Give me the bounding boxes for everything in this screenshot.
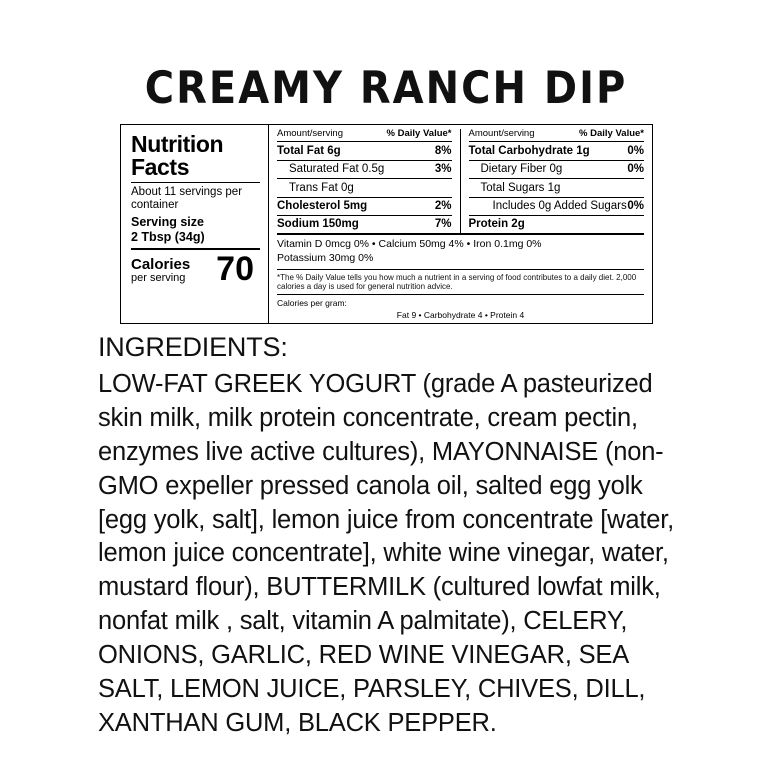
micronutrients-line-1: Vitamin D 0mcg 0% • Calcium 50mg 4% • Iron 0.1mg 0% <box>277 238 542 251</box>
calories-value: 70 <box>216 249 254 288</box>
calories-sublabel: per serving <box>131 272 186 285</box>
nutrient-columns <box>277 129 644 233</box>
calories-per-gram-items: Fat 9 • Carbohydrate 4 • Protein 4 <box>396 309 525 320</box>
micronutrients-block <box>277 233 644 268</box>
nutrient-name: Total Sugars 1g <box>480 181 561 194</box>
serving-size-value: 2 Tbsp (34g) <box>131 229 205 244</box>
daily-value-header-left: % Daily Value* <box>386 128 452 139</box>
nutrition-facts-panel <box>120 124 653 324</box>
servings-per-container: About 11 servings per container <box>131 186 243 212</box>
nutrient-row <box>277 178 452 196</box>
nutrient-name: Cholesterol 5mg <box>277 200 368 213</box>
calories-label: Calories <box>131 256 191 274</box>
nutrient-row <box>469 178 645 196</box>
nutrient-dv: 3% <box>434 163 452 176</box>
nutrient-name: Total Carbohydrate 1g <box>468 144 590 157</box>
nutrient-name: Total Fat 6g <box>277 144 341 157</box>
ingredients-section <box>98 330 678 741</box>
amount-per-serving-header-right: Amount/serving <box>468 128 535 139</box>
nutrient-column-left <box>277 129 461 233</box>
column-header-left <box>277 129 452 141</box>
nutrient-name: Protein 2g <box>468 218 525 231</box>
nutrient-row <box>277 197 452 215</box>
nutrient-row <box>277 215 452 233</box>
nutrient-name: Saturated Fat 0.5g <box>289 163 385 176</box>
calories-per-gram-block <box>277 294 644 320</box>
ingredients-text: LOW-FAT GREEK YOGURT (grade A pasteurized skin milk, milk protein concentrate, cream pectin, enzymes live active cultures), MAYONNAISE (non-GMO expeller pressed canola oil, salted egg yolk [egg yolk, salt], lemon juice from concentrate [water, lemon juice concentrate], white wine vinegar, water, mustard flour), BUTTERMILK (cultured lowfat milk, nonfat milk , salt, vitamin A palmitate), CELERY, ONIONS, GARLIC, RED WINE VINEGAR, SEA SALT, LEMON JUICE, PARSLEY, CHIVES, DILL, XANTHAN GUM, BLACK PEPPER. <box>98 369 674 737</box>
nutrition-detail-column <box>269 125 652 323</box>
nutrient-dv: 0% <box>627 163 644 176</box>
nutrient-row <box>469 215 645 233</box>
daily-value-footnote: *The % Daily Value tells you how much a nutrient in a serving of food contributes to a daily diet. 2,000 calories a day is used for general nutrition advice. <box>277 269 644 294</box>
serving-size-label: Serving size <box>131 215 204 230</box>
nutrition-summary-column <box>121 125 269 323</box>
nutrient-name: Trans Fat 0g <box>289 181 354 194</box>
nutrient-column-right <box>461 129 645 233</box>
nutrient-name: Dietary Fiber 0g <box>480 163 563 176</box>
amount-per-serving-header-left: Amount/serving <box>277 128 344 139</box>
nutrient-name: Includes 0g Added Sugars <box>492 200 627 213</box>
nutrient-dv: 0% <box>627 200 644 213</box>
column-header-right <box>469 129 645 141</box>
nutrient-row <box>469 160 645 178</box>
nutrient-row <box>469 197 645 215</box>
nutrient-row <box>469 141 645 159</box>
nutrient-dv: 8% <box>434 144 452 157</box>
nutrient-row <box>277 141 452 159</box>
nutrient-dv: 7% <box>434 218 452 231</box>
nutrient-name: Sodium 150mg <box>277 218 359 231</box>
ingredients-heading: INGREDIENTS: <box>98 332 288 362</box>
micronutrients-line-2: Potassium 30mg 0% <box>277 251 374 264</box>
daily-value-header-right: % Daily Value* <box>579 128 644 139</box>
nutrient-dv: 2% <box>434 200 452 213</box>
page-title: CREAMY RANCH DIP <box>144 62 628 115</box>
nutrition-facts-title: Nutrition Facts <box>131 131 224 180</box>
nutrient-row <box>277 160 452 178</box>
calories-row <box>131 249 260 288</box>
nutrient-dv: 0% <box>627 144 644 157</box>
calories-per-gram-label: Calories per gram: <box>277 297 347 308</box>
